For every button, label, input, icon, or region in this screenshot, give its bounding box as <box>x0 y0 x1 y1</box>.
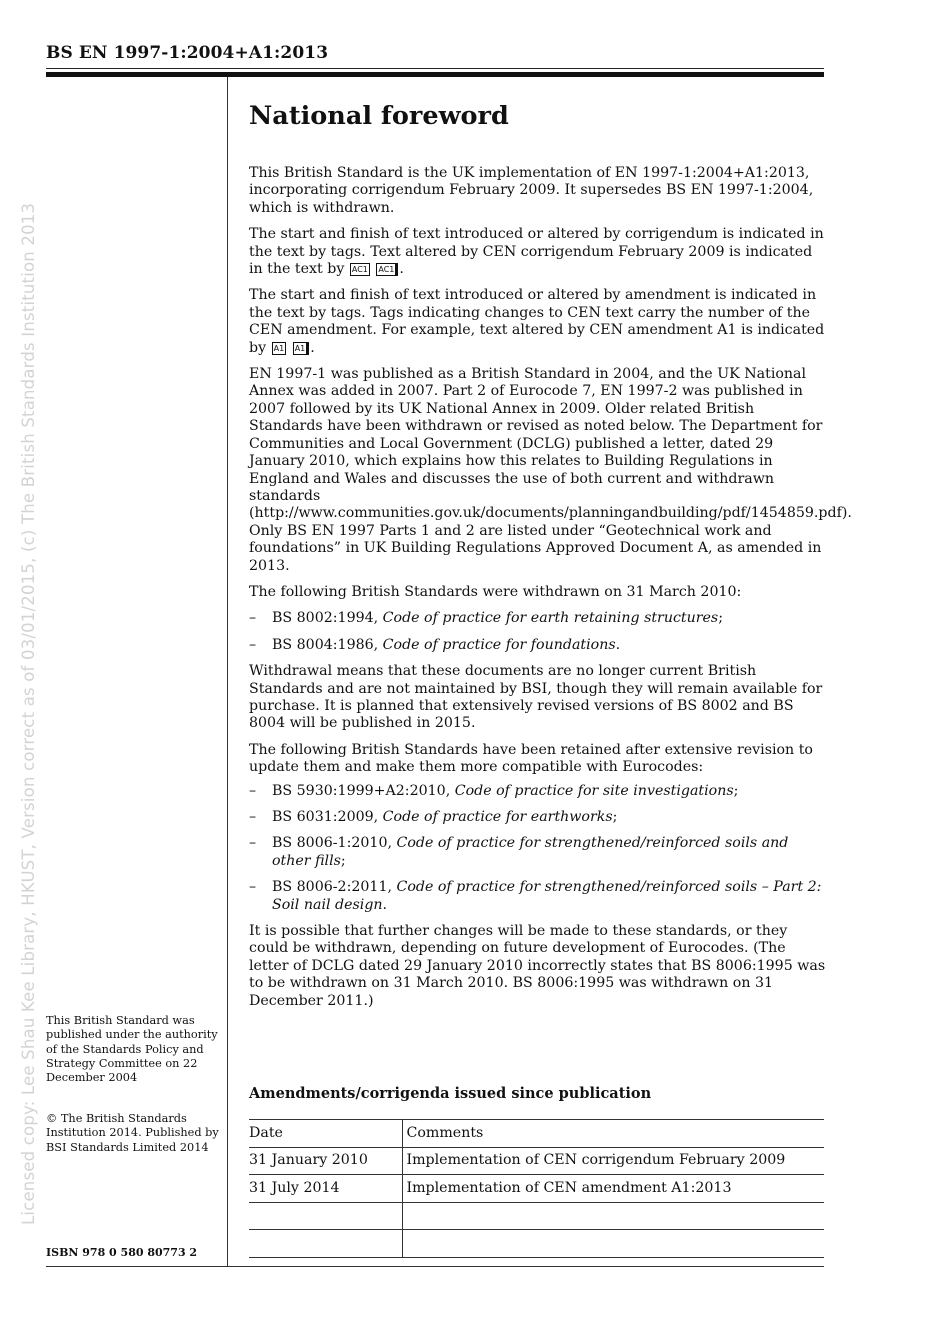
table-row <box>249 1230 824 1258</box>
list-item-retained <box>249 783 829 800</box>
bullet-dash: – <box>249 636 257 653</box>
paragraph-amendment-tags: The start and finish of text introduced or altered by amendment is indicated in the text by tags. Tags indicating changes to CEN text carry the number of the CEN amendment. For example, text altered by CEN amendment A1 is indicated by A1 A1 . <box>249 287 825 356</box>
table-cell-date <box>249 1202 402 1230</box>
amendments-table <box>249 1119 824 1258</box>
standard-title: Code of practice for strengthened/reinforced soils – Part 2: Soil nail design <box>272 879 822 913</box>
standard-title: Code of practice for foundations <box>382 636 616 653</box>
list-item-withdrawn <box>249 637 829 654</box>
foreword-body <box>249 165 852 1019</box>
standard-code: BS 8002:1994, <box>272 610 383 627</box>
bullet-dash: – <box>249 610 257 627</box>
table-header-date: Date <box>249 1120 402 1148</box>
standard-code: BS 8004:1986, <box>272 636 383 653</box>
table-row <box>249 1202 824 1230</box>
paragraph-corrigendum-tags: The start and finish of text introduced or altered by corrigendum is indicated in the text by tags. Text altered by CEN corrigendum February 2009 is indicated in the text by AC1 AC1 . <box>249 226 824 278</box>
table-row <box>249 1147 824 1175</box>
paragraph-withdrawal-meaning: Withdrawal means that these documents are no longer current British Standards and are not maintained by BSI, though they will remain available for purchase. It is planned that extensively revised versions of BS 8002 and BS 8004 will be published in 2015. <box>249 663 823 732</box>
list-punctuation: ; <box>340 852 346 869</box>
header-rule-thin <box>46 68 824 69</box>
standard-title: Code of practice for earth retaining structures <box>382 610 719 627</box>
standard-code: BS 8006-1:2010, <box>272 835 397 852</box>
table-row <box>249 1175 824 1203</box>
table-cell-comments: Implementation of CEN corrigendum February 2009 <box>402 1147 824 1175</box>
bullet-dash: – <box>249 809 257 825</box>
header-rule-thick <box>46 72 824 77</box>
standard-code: BS 5930:1999+A2:2010, <box>272 782 455 799</box>
table-header-row <box>249 1120 824 1148</box>
page-title: National foreword <box>249 101 509 131</box>
corrigendum-close-tag-icon: AC1 <box>376 263 398 276</box>
table-cell-comments <box>402 1230 824 1258</box>
table-cell-date <box>249 1230 402 1258</box>
standard-title: Code of practice for earthworks <box>382 809 613 825</box>
copyright-note: © The British Standards Institution 2014. Published by BSI Standards Limited 2014 <box>46 1112 219 1154</box>
paragraph-implementation: This British Standard is the UK implementation of EN 1997-1:2004+A1:2013, incorporating corrigendum February 2009. It supersedes BS EN 1997-1:2004, which is withdrawn. <box>249 165 814 216</box>
bullet-dash: – <box>249 879 257 896</box>
amendment-close-tag-icon: A1 <box>293 342 310 355</box>
paragraph-future-changes: It is possible that further changes will be made to these standards, or they could be withdrawn, depending on future development of Eurocodes. (The letter of DCLG dated 29 January 2010 incorrectly states that BS 8006:1995 was to be withdrawn on 31 March 2010. BS 8006:1995 was withdrawn on 31 December 2011.) <box>249 923 826 1009</box>
amendments-title: Amendments/corrigenda issued since publication <box>249 1085 652 1102</box>
paragraph-retained-intro: The following British Standards have been retained after extensive revision to update them and make them more compatible with Eurocodes: <box>249 741 813 776</box>
standard-code: BS 6031:2009, <box>272 809 383 825</box>
paragraph-amendment-text: The start and finish of text introduced or altered by amendment is indicated in the text by tags. Tags indicating changes to CEN text carry the number of the CEN amendment. For example, text altered by CEN amendment A1 is indicated by <box>249 287 825 356</box>
list-punctuation: . <box>382 896 388 913</box>
bullet-dash: – <box>249 835 257 852</box>
footer-rule <box>46 1266 824 1267</box>
list-item-retained <box>249 809 829 826</box>
table-header-comments: Comments <box>402 1120 824 1148</box>
list-punctuation: ; <box>718 610 723 627</box>
standard-code: BS 8006-2:2011, <box>272 879 397 896</box>
list-punctuation: ; <box>733 782 739 799</box>
standard-title: Code of practice for site investigations <box>454 782 734 799</box>
list-item-withdrawn <box>249 610 829 627</box>
amendment-open-tag-icon: A1 <box>273 343 285 353</box>
document-header-title: BS EN 1997-1:2004+A1:2013 <box>46 43 329 63</box>
list-punctuation: . <box>615 636 621 653</box>
standard-title: Code of practice for strengthened/reinforced soils and other fills <box>272 835 789 869</box>
list-item-retained <box>249 835 829 870</box>
table-cell-date: 31 January 2010 <box>249 1147 402 1175</box>
license-watermark: Licensed copy: Lee Shau Kee Library, HKUST, Version correct as of 03/01/2015, (c) The British Standards Institution 2013 <box>19 202 38 1225</box>
authority-note: This British Standard was published under the authority of the Standards Policy and Strategy Committee on 22 December 2004 <box>46 1014 218 1085</box>
bullet-dash: – <box>249 782 257 799</box>
paragraph-corrigendum-text: The start and finish of text introduced or altered by corrigendum is indicated in the text by tags. Text altered by CEN corrigendum February 2009 is indicated in the text by <box>249 226 824 278</box>
paragraph-publication-history: EN 1997-1 was published as a British Standard in 2004, and the UK National Annex was added in 2007. Part 2 of Eurocode 7, EN 1997-2 was published in 2007 followed by its UK National Annex in 2009. Older related British Standards have been withdrawn or revised as noted below. The Department for Communities and Local Government (DCLG) published a letter, dated 29 January 2010, which explains how this relates to Building Regulations in England and Wales and discusses the use of both current and withdrawn standards (http://www.communities.gov.uk/documents/planningandbuilding/pdf/1454859.pdf). Only BS EN 1997 Parts 1 and 2 are listed under “Geotechnical work and foundations” in UK Building Regulations Approved Document A, as amended in 2013. <box>249 366 852 574</box>
table-cell-comments: Implementation of CEN amendment A1:2013 <box>402 1175 824 1203</box>
isbn-number: ISBN 978 0 580 80773 2 <box>46 1246 198 1259</box>
list-punctuation: ; <box>612 809 618 825</box>
corrigendum-open-tag-icon: AC1 <box>351 265 368 275</box>
table-cell-date: 31 July 2014 <box>249 1175 402 1203</box>
table-cell-comments <box>402 1202 824 1230</box>
paragraph-withdrawn-intro: The following British Standards were withdrawn on 31 March 2010: <box>249 583 742 600</box>
list-item-retained <box>249 879 829 914</box>
column-divider <box>227 77 228 1267</box>
